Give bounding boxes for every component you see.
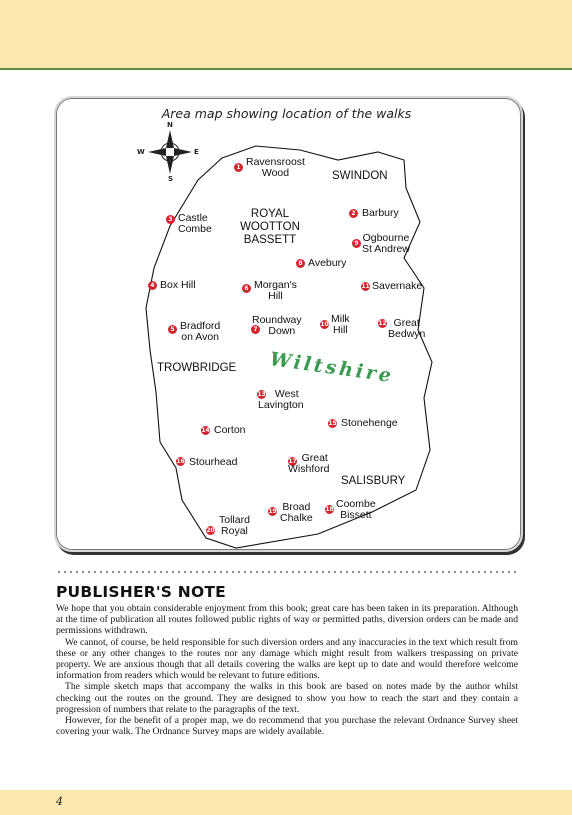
walk-label-line: Tollard (219, 514, 250, 526)
compass-w: W (137, 148, 145, 156)
walk-number-badge: 9 (352, 239, 361, 248)
walk-label (288, 453, 329, 475)
walk-label-line: West (274, 388, 299, 400)
walk-label (178, 213, 212, 235)
walk-label-line: Coombe (336, 498, 376, 510)
walk-number-badge: 5 (168, 325, 177, 334)
town-salisbury: SALISBURY (341, 475, 406, 487)
footer-band (0, 790, 572, 815)
note-paragraph: However, for the benefit of a proper map, we do recommend that you purchase the relevant Ordnance Survey sheet covering your walk. The Ordnance Survey maps are widely available. (56, 715, 518, 738)
town-line: ROYAL (250, 208, 290, 220)
walk-label (336, 499, 376, 521)
walk-label-line: St Andrew (362, 243, 410, 255)
walk-number-badge: 16 (176, 458, 185, 465)
walk-label (280, 502, 313, 524)
walk-label: Corton (214, 424, 246, 436)
walk-number-badge: 2 (349, 209, 358, 218)
town-royal-wootton-bassett (240, 208, 300, 247)
walk-label-line: Combe (178, 223, 212, 235)
walk-label (219, 515, 250, 537)
walk-label-line: Milk (331, 313, 350, 325)
walk-label-line: Ravensroost (246, 156, 305, 168)
walk-number-badge: 11 (361, 283, 370, 290)
walk-label-line: Morgan's (254, 279, 297, 291)
walk-label: Avebury (308, 257, 347, 269)
town-line: WOOTTON (240, 221, 300, 233)
walk-number-badge: 14 (201, 427, 210, 434)
walk-number-badge: 12 (378, 320, 387, 327)
compass-icon (148, 130, 192, 174)
walk-number-badge: 20 (206, 527, 215, 534)
walk-label (331, 314, 350, 336)
dotted-divider (56, 570, 518, 574)
walk-label: Stonehenge (341, 417, 398, 429)
walk-label: Box Hill (160, 279, 196, 291)
map-title: Area map showing location of the walks (161, 106, 412, 121)
walk-label-line: Ogbourne (362, 232, 410, 244)
walk-label-line: Bradford (180, 320, 221, 332)
compass-e: E (194, 148, 199, 156)
walk-label-line: Wishford (288, 463, 330, 475)
walk-label-line: Hill (268, 290, 283, 302)
town-trowbridge: TROWBRIDGE (157, 362, 237, 374)
walk-number-badge: 18 (325, 506, 334, 513)
compass-s: S (168, 175, 174, 183)
walk-number-badge: 8 (296, 259, 305, 268)
walk-label-line: Down (268, 325, 296, 337)
walk-label (180, 321, 220, 343)
walk-label-line: Hill (333, 324, 348, 336)
county-label: Wiltshire (268, 348, 396, 388)
walk-number-badge: 15 (328, 420, 337, 427)
town-swindon: SWINDON (332, 170, 388, 182)
walk-label-line: Chalke (280, 512, 313, 524)
walk-label-line: Bedwyn (388, 328, 426, 340)
compass-n: N (167, 121, 173, 129)
walk-label-line: Roundway (252, 314, 302, 326)
walk-number-badge: 1 (234, 163, 243, 172)
walk-number-badge: 7 (251, 325, 260, 334)
walk-label-line: on Avon (181, 331, 220, 343)
walk-number-badge: 13 (257, 391, 266, 398)
note-paragraph: We hope that you obtain considerable enjoyment from this book; great care has been taken in its preparation. Although at the time of publication all routes followed public rights of way or permitted paths, diversion orders can be made and permissions withdrawn. (56, 603, 518, 637)
walk-label (388, 318, 425, 340)
walk-label-line: Broad (282, 501, 311, 513)
walk-label: Barbury (362, 207, 399, 219)
publishers-note-heading: PUBLISHER'S NOTE (56, 583, 226, 601)
walk-number-badge: 17 (288, 458, 297, 465)
note-paragraph: We cannot, of course, be held responsible for such diversion orders and any inaccuracies in the text which result from these or any other changes to the routes nor any damage which might result from walkers trespassing on private property. We are anxious though that all details covering the walks are kept up to date and would therefore welcome information from readers which would be relevant to future editions. (56, 636, 518, 682)
walk-label: Savernake (372, 280, 423, 292)
note-paragraph: The simple sketch maps that accompany the walks in this book are based on notes made by the author whilst checking out the routes on the ground. They are designed to show you how to reach the start and they contain a progression of numbers that relate to the paragraphs of the text. (56, 681, 518, 715)
publishers-note-body (56, 603, 518, 737)
walk-label-line: Bissett (340, 509, 372, 521)
walk-number-badge: 19 (268, 508, 277, 515)
walk-label-line: Great (393, 317, 420, 329)
walk-label (254, 280, 297, 302)
walk-label-line: Great (301, 452, 328, 464)
town-line: BASSETT (243, 234, 297, 246)
walk-number-badge: 6 (242, 284, 251, 293)
walk-label-line: Royal (221, 525, 248, 537)
walk-label-line: Lavington (258, 399, 304, 411)
walk-label-line: Castle (178, 212, 208, 224)
walk-label-line: Wood (261, 167, 290, 179)
walk-label (362, 233, 410, 255)
walk-number-badge: 4 (148, 281, 157, 290)
walk-label (246, 157, 305, 179)
walk-number-badge: 10 (320, 321, 329, 328)
walk-label (252, 315, 302, 337)
page-number: 4 (56, 795, 63, 808)
walk-label (258, 389, 304, 411)
walk-label: Stourhead (189, 456, 238, 468)
walk-number-badge: 3 (166, 215, 175, 224)
